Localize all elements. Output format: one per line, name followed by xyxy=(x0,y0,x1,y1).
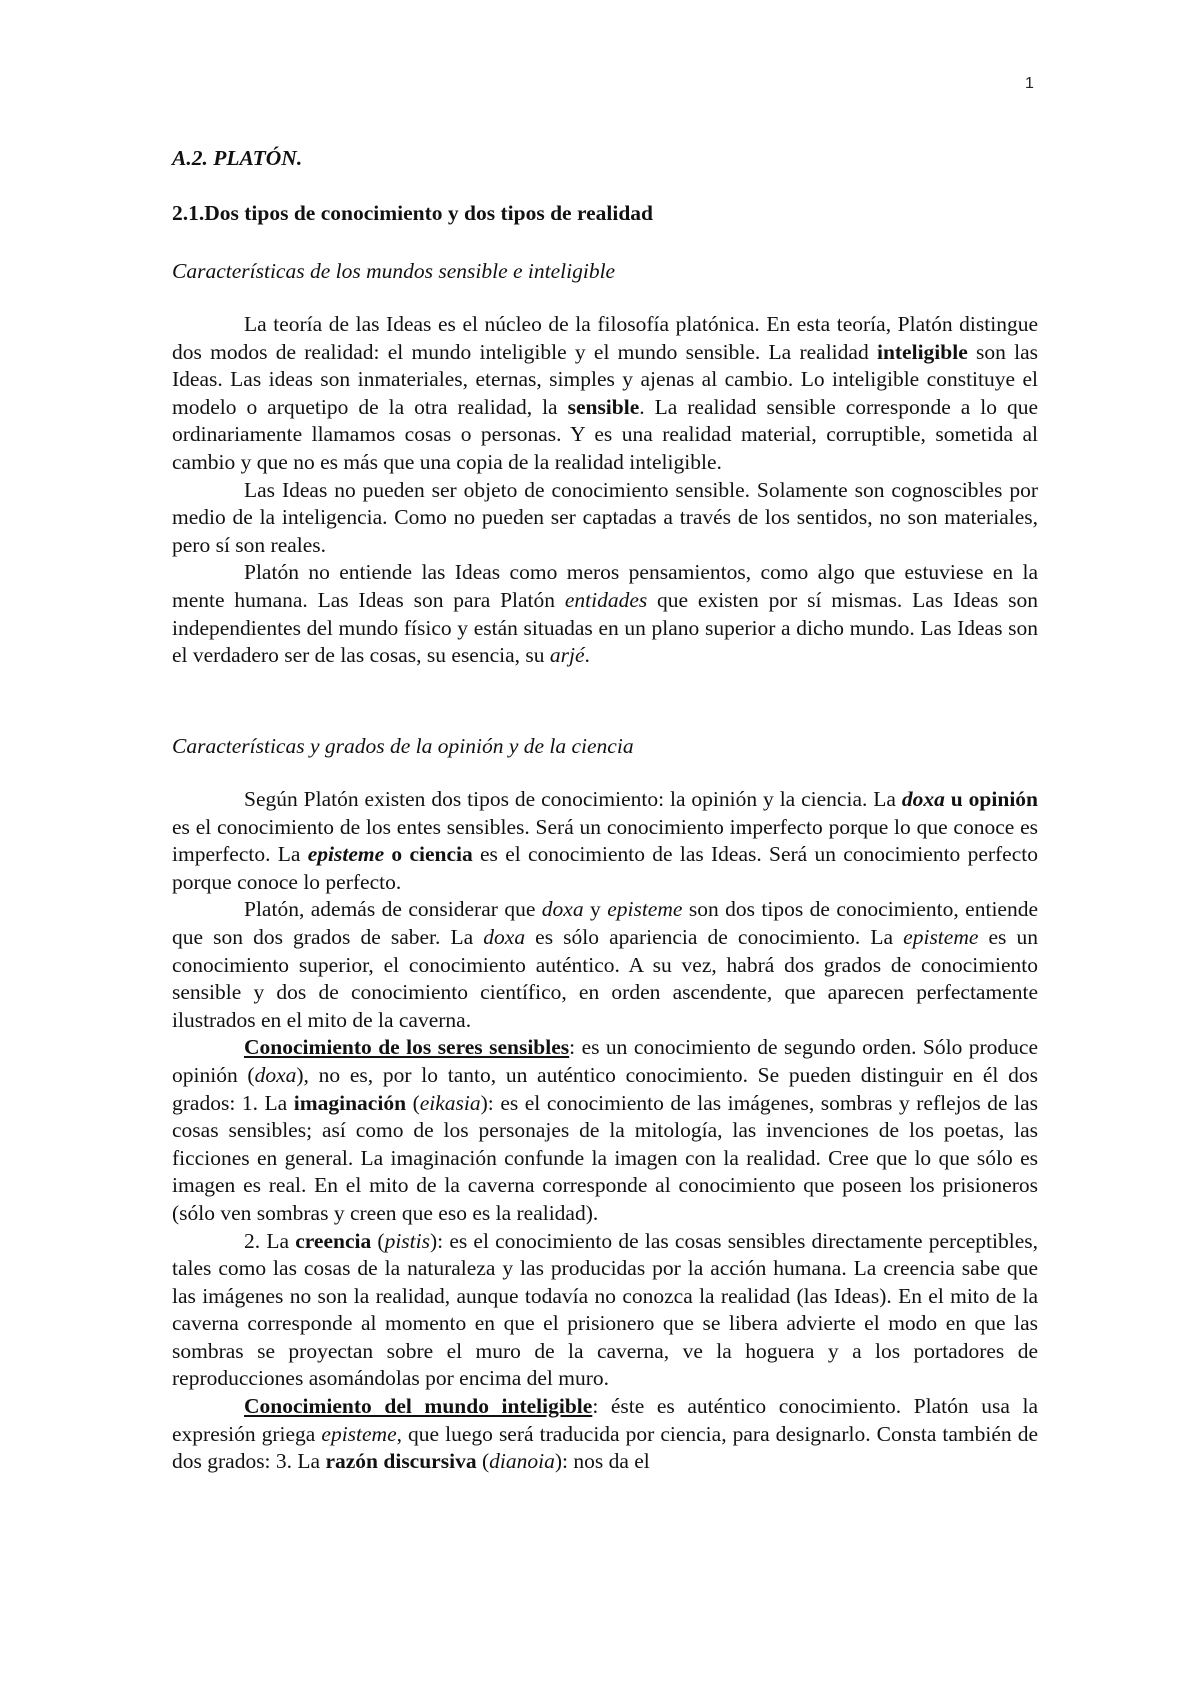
page-number: 1 xyxy=(1025,75,1034,92)
heading-opinion-ciencia: Características y grados de la opinión y de la ciencia xyxy=(172,734,634,758)
subsection-title: 2.1.Dos tipos de conocimiento y dos tipos de realidad xyxy=(172,201,653,225)
paragraph-seres-sensibles: Conocimiento de los seres sensibles: es un conocimiento de segundo orden. Sólo produce opinión (doxa), no es, por lo tanto, un auténtico conocimiento. Se pueden distinguir en él dos grados: 1. La imaginación (eikasia): es el conocimiento de las imágenes, sombras y reflejos de las cosas sensibles; así como de los personajes de la mitología, las invenciones de los poetas, las ficciones en general. La imaginación confunde la imagen con la realidad. Cree que lo que sólo es imagen es real. En el mito de la caverna corresponde al conocimiento que poseen los prisioneros (sólo ven sombras y creen que eso es la realidad). xyxy=(172,1035,1038,1225)
paragraph-creencia: 2. La creencia (pistis): es el conocimiento de las cosas sensibles directamente perceptibles, tales como las cosas de la naturaleza y las producidas por la acción humana. La creencia sabe que las imágenes no son la realidad, aunque todavía no conozca la realidad (las Ideas). En el mito de la caverna corresponde al momento en que el prisionero que se libera advierte el modo en que las sombras se proyectan sobre el muro de la caverna, ve la hoguera y a los portadores de reproducciones asomándolas por encima del muro. xyxy=(172,1228,1038,1391)
paragraph-teoria-ideas: La teoría de las Ideas es el núcleo de la filosofía platónica. En esta teoría, Platón distingue dos modos de realidad: el mundo inteligible y el mundo sensible. La realidad inteligible son las Ideas. Las ideas son inmateriales, eternas, simples y ajenas al cambio. Lo inteligible constituye el modelo o arquetipo de la otra realidad, la sensible. La realidad sensible corresponde a lo que ordinariamente llamamos cosas o personas. Y es una realidad material, corruptible, sometida al cambio y que no es más que una copia de la realidad inteligible. xyxy=(172,312,1039,474)
paragraph-grados-saber: Platón, además de considerar que doxa y episteme son dos tipos de conocimiento, entiende que son dos grados de saber. La doxa es sólo apariencia de conocimiento. La episteme es un conocimiento superior, el conocimiento auténtico. A su vez, habrá dos grados de conocimiento sensible y dos de conocimiento científico, en orden ascendente, que aparecen perfectamente ilustrados en el mito de la caverna. xyxy=(172,897,1039,1032)
paragraph-ideas-conocimiento: Las Ideas no pueden ser objeto de conocimiento sensible. Solamente son cognoscibles por medio de la inteligencia. Como no pueden ser captadas a través de los sentidos, no son materiales, pero sí son reales. xyxy=(172,477,1038,557)
heading-sensible-inteligible: Características de los mundos sensible e inteligible xyxy=(172,259,616,283)
block-realidad xyxy=(172,311,1038,670)
paragraph-ideas-entidades: Platón no entiende las Ideas como meros pensamientos, como algo que estuviese en la mente humana. Las Ideas son para Platón entidades que existen por sí mismas. Las Ideas son independientes del mundo físico y están situadas en un plano superior a dicho mundo. Las Ideas son el verdadero ser de las cosas, su esencia, su arjé. xyxy=(172,560,1038,668)
paragraph-mundo-inteligible: Conocimiento del mundo inteligible: éste es auténtico conocimiento. Platón usa la expresión griega episteme, que luego será traducida por ciencia, para designarlo. Consta también de dos grados: 3. La razón discursiva (dianoia): nos da el xyxy=(172,1394,1038,1474)
section-title: A.2. PLATÓN. xyxy=(172,146,303,170)
paragraph-doxa-episteme: Según Platón existen dos tipos de conocimiento: la opinión y la ciencia. La doxa u opinión es el conocimiento de los entes sensibles. Será un conocimiento imperfecto porque lo que conoce es imperfecto. La episteme o ciencia es el conocimiento de las Ideas. Será un conocimiento perfecto porque conoce lo perfecto. xyxy=(172,787,1038,894)
block-conocimiento xyxy=(172,786,1038,1476)
